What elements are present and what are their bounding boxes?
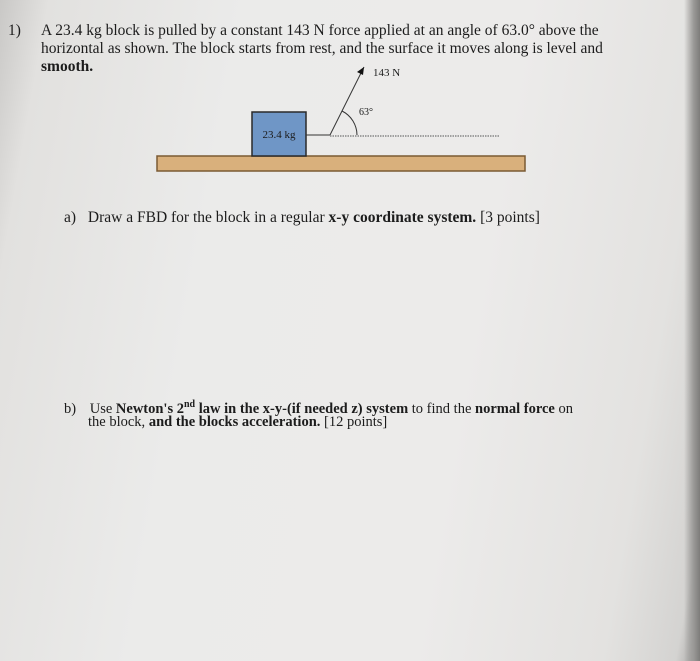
part-b-line2-points: [12 points] — [320, 414, 388, 430]
question-line-2: horizontal as shown. The block starts from rest, and the surface it moves along is level and — [41, 40, 603, 57]
question-number: 1) — [8, 22, 21, 39]
force-label: 143 N — [373, 67, 401, 79]
angle-label: 63° — [359, 107, 373, 118]
part-b-letter: b) — [64, 401, 77, 417]
part-a-points: [3 points] — [476, 209, 540, 226]
part-b-line2-text-1: the block, — [88, 414, 149, 430]
part-a-bold-text: x-y coordinate system. — [328, 209, 477, 226]
ground-surface — [157, 156, 525, 171]
question-line-3: smooth. — [41, 58, 94, 75]
part-b-bold-3: normal force — [475, 401, 555, 417]
angle-arc — [342, 111, 357, 135]
question-line-1: A 23.4 kg block is pulled by a constant 143 N force applied at an angle of 63.0° above the — [41, 22, 599, 39]
part-b-line-2 — [88, 413, 387, 431]
part-a-letter: a) — [64, 209, 77, 226]
part-a-text: Draw a FBD for the block in a regular — [87, 209, 329, 226]
force-vector — [330, 67, 364, 135]
part-b-text-2: to find the — [408, 401, 476, 417]
part-b-bold-1: Newton's 2 — [115, 401, 184, 417]
block-mass-label: 23.4 kg — [262, 129, 296, 141]
part-a-line — [64, 209, 540, 227]
part-b-bold-2: law in the x-y-(if needed z) system — [195, 401, 409, 417]
part-b-superscript: nd — [183, 399, 196, 410]
part-b-text-1: Use — [89, 401, 116, 417]
part-b-line2-bold: and the blocks acceleration. — [148, 414, 321, 430]
part-b-text-3: on — [554, 401, 573, 417]
